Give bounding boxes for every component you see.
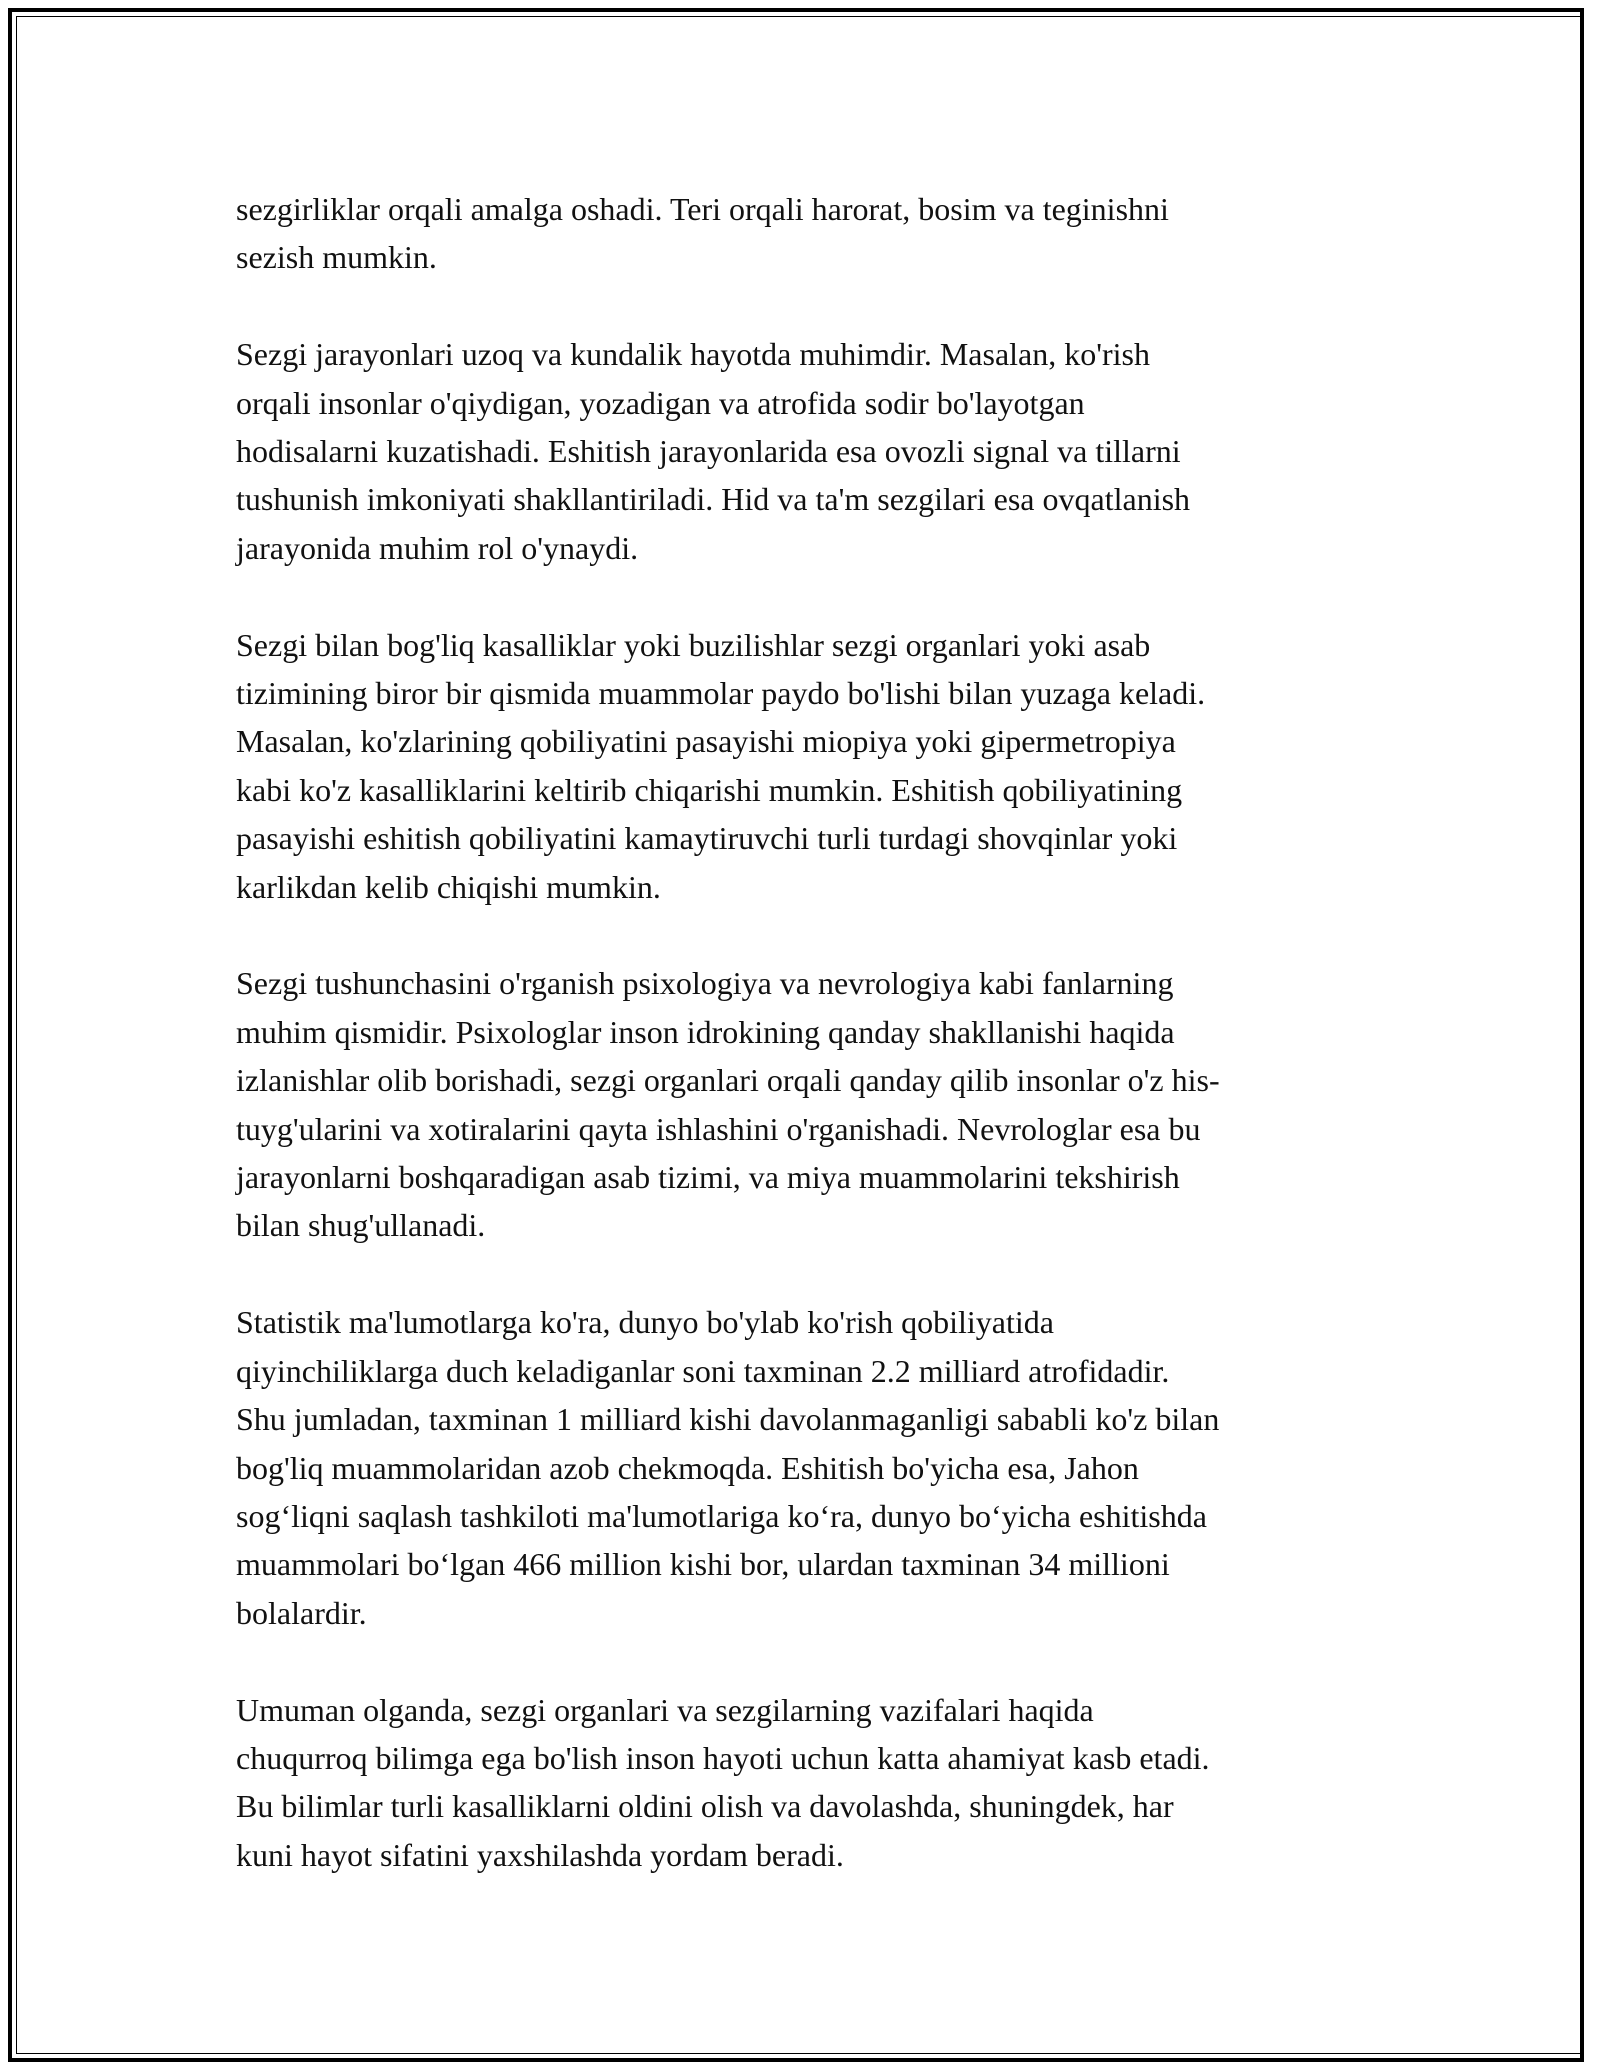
paragraph-6: Umuman olganda, sezgi organlari va sezgilarning vazifalari haqida chuqurroq bilimga ega bo'lish inson hayoti uchun katta ahamiyat kasb etadi. Bu bilimlar turli kasalliklarni oldini olish va davolashda, shuningdek, har kuni hayot sifatini yaxshilashda yordam beradi. — [236, 1691, 1210, 1873]
paragraph-2: Sezgi jarayonlari uzoq va kundalik hayotda muhimdir. Masalan, ko'rish orqali insonlar o'qiydigan, yozadigan va atrofida sodir bo'layotgan hodisalarni kuzatishadi. Eshitish jarayonlarida esa ovozli signal va tillarni tushunish imkoniyati shakllantiriladi. Hid va ta'm sezgilari esa ovqatlanish jarayonida muhim rol o'ynaydi. — [236, 336, 1191, 566]
document-body — [236, 185, 1364, 1928]
paragraph-4: Sezgi tushunchasini o'rganish psixologiya va nevrologiya kabi fanlarning muhim qismidir. Psixologlar inson idrokining qanday shakllanishi haqida izlanishlar olib borishadi, sezgi organlari orqali qanday qilib insonlar o'z his- tuyg'ularini va xotiralarini qayta ishlashini o'rganishadi. Nevrologlar esa bu jarayonlarni boshqaradigan asab tizimi, va miya muammolarini tekshirish bilan shug'ullanadi. — [236, 965, 1220, 1244]
paragraph-5: Statistik ma'lumotlarga ko'ra, dunyo bo'ylab ko'rish qobiliyatida qiyinchiliklarga duch keladiganlar soni taxminan 2.2 milliard atrofidadir. Shu jumladan, taxminan 1 milliard kishi davolanmaganligi sababli ko'z bilan bog'liq muammolaridan azob chekmoqda. Eshitish bo'yicha esa, Jahon sog‘liqni saqlash tashkiloti ma'lumotlariga ko‘ra, dunyo bo‘yicha eshitishda muammolari bo‘lgan 466 million kishi bor, ulardan taxminan 34 millioni bolalardir. — [236, 1304, 1220, 1631]
paragraph-1: sezgirliklar orqali amalga oshadi. Teri orqali harorat, bosim va teginishni sezish mumkin. — [236, 191, 1169, 276]
paragraph-3: Sezgi bilan bog'liq kasalliklar yoki buzilishlar sezgi organlari yoki asab tizimining biror bir qismida muammolar paydo bo'lishi bilan yuzaga keladi. Masalan, ko'zlarining qobiliyatini pasayishi miopiya yoki gipermetropiya kabi ko'z kasalliklarini keltirib chiqarishi mumkin. Eshitish qobiliyatining pasayishi eshitish qobiliyatini kamaytiruvchi turli turdagi shovqinlar yoki karlikdan kelib chiqishi mumkin. — [236, 626, 1206, 905]
